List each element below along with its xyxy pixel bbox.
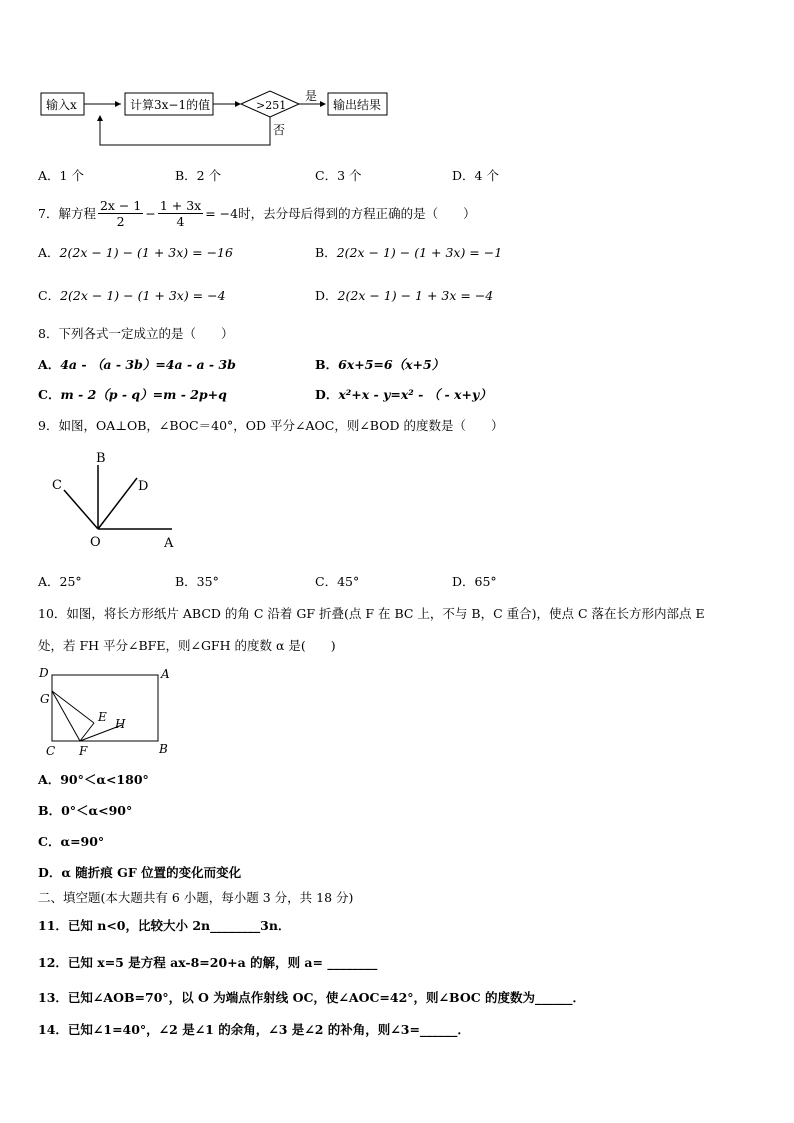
q8-option-d-label: D． <box>315 387 339 402</box>
q9-option-d: D．65° <box>452 574 497 589</box>
q7-frac1-num: 2x − 1 <box>99 197 142 213</box>
flowchart <box>0 80 420 155</box>
q14-text: 14．已知∠1=40°，∠2 是∠1 的余角，∠3 是∠2 的补角，则∠3=______． <box>38 1022 470 1037</box>
q10-label-a: A <box>161 667 170 681</box>
q6-option-a: A．1 个 <box>38 168 84 183</box>
q10-option-b: B．0°＜α<90° <box>38 803 133 818</box>
section-2-heading: 二、填空题(本大题共有 6 小题，每小题 3 分，共 18 分) <box>38 890 354 905</box>
q10-label-d: D <box>39 666 49 680</box>
q7-option-b-label: B． <box>315 245 337 260</box>
q7-option-c <box>38 286 226 304</box>
q9-option-b: B．35° <box>175 574 219 589</box>
q8-option-a-label: A． <box>38 357 61 372</box>
q10-label-b: B <box>159 742 168 756</box>
q7-option-b-expr: 2(2x − 1) − (1 + 3x) = −1 <box>336 245 503 260</box>
q10-option-d: D．α 随折痕 GF 位置的变化而变化 <box>38 865 242 880</box>
q7-fraction-1 <box>98 198 143 229</box>
q7-frac2-num: 1 + 3x <box>159 197 202 213</box>
flow-loop-arrowhead <box>97 115 103 121</box>
q10-label-h: H <box>115 717 126 731</box>
q9-label-b: B <box>96 451 106 466</box>
q10-line-ge <box>52 691 94 723</box>
q10-stem-line1: 10．如图，将长方形纸片 ABCD 的角 C 沿着 GF 折叠(点 F 在 BC 上，不与 B，C 重合)，使点 C 落在长方形内部点 E <box>38 606 705 621</box>
q10-option-c: C．α=90° <box>38 834 105 849</box>
q7-option-a-expr: 2(2x − 1) − (1 + 3x) = −16 <box>59 245 233 260</box>
q7-option-a <box>38 243 233 261</box>
q13-text: 13．已知∠AOB=70°，以 O 为端点作射线 OC，使∠AOC=42°，则∠BOC 的度数为______． <box>38 990 586 1005</box>
q9-angle-figure <box>40 448 200 553</box>
q7-option-d-label: D． <box>315 288 338 303</box>
q8-option-b <box>315 355 444 373</box>
q7-option-d <box>315 286 493 304</box>
flow-arrowhead-1 <box>115 101 121 107</box>
q8-option-a-expr: 4a - （a - 3b）=4a - a - 3b <box>60 357 236 372</box>
flow-no-label: 否 <box>273 123 286 137</box>
q7-option-b <box>315 243 502 261</box>
q7-frac2-den: 4 <box>176 213 185 229</box>
q10-stem-line2: 处，若 FH 平分∠BFE，则∠GFH 的度数 α 是( ) <box>38 638 336 653</box>
q9-ray-oc <box>64 490 98 529</box>
q10-label-g: G <box>40 692 50 706</box>
q6-option-d: D．4 个 <box>452 168 499 183</box>
q9-option-a: A．25° <box>38 574 82 589</box>
q7-option-d-expr: 2(2x − 1) − 1 + 3x = −4 <box>337 288 494 303</box>
q9-label-c: C <box>52 478 62 493</box>
q9-ray-od <box>98 478 137 529</box>
q7-option-c-expr: 2(2x − 1) − (1 + 3x) = −4 <box>60 288 226 303</box>
flow-decision-text: >251 <box>256 99 287 112</box>
q12-text: 12．已知 x=5 是方程 ax-8=20+a 的解，则 a= ________ <box>38 955 378 970</box>
q8-option-b-label: B． <box>315 357 339 372</box>
q7-frac1-den: 2 <box>116 213 125 229</box>
q10-fold-gf <box>52 691 80 741</box>
q8-stem: 8．下列各式一定成立的是（ ） <box>38 326 234 341</box>
flow-arrowhead-3 <box>320 101 326 107</box>
q10-rectangle-figure <box>36 665 186 760</box>
q7-option-c-label: C． <box>38 288 61 303</box>
q9-label-a: A <box>164 536 174 551</box>
q7-suffix: 时，去分母后得到的方程正确的是（ ） <box>238 206 476 221</box>
q8-option-c-expr: m - 2（p - q）=m - 2p+q <box>60 387 227 402</box>
q11-text: 11．已知 n<0，比较大小 2n________3n． <box>38 918 291 933</box>
q10-label-f: F <box>79 744 88 758</box>
q7-minus: − <box>145 205 156 221</box>
q7-rhs: = −4 <box>205 205 239 221</box>
q7-stem <box>38 193 476 233</box>
q8-option-b-expr: 6x+5=6（x+5） <box>338 357 445 372</box>
q9-stem: 9．如图，OA⊥OB，∠BOC＝40°，OD 平分∠AOC，则∠BOD 的度数是（ ） <box>38 418 504 433</box>
flow-yes-label: 是 <box>305 89 318 103</box>
q7-prefix: 7．解方程 <box>38 206 96 221</box>
q7-option-a-label: A． <box>38 245 60 260</box>
q7-fraction-2 <box>158 198 203 229</box>
q9-label-o: O <box>90 535 101 550</box>
q9-option-c: C．45° <box>315 574 360 589</box>
flow-input-text: 输入x <box>46 98 77 112</box>
q6-option-b: B．2 个 <box>175 168 222 183</box>
q8-option-a <box>38 355 236 373</box>
q10-label-e: E <box>98 710 107 724</box>
q9-label-d: D <box>138 479 149 494</box>
q10-label-c: C <box>46 744 56 758</box>
q8-option-d <box>315 385 492 403</box>
q10-option-a: A．90°＜α<180° <box>38 772 149 787</box>
flow-loop-line <box>100 117 270 145</box>
q8-option-c <box>38 385 227 403</box>
flow-compute-text: 计算3x−1的值 <box>130 98 211 112</box>
q8-option-c-label: C． <box>38 387 61 402</box>
flow-output-text: 输出结果 <box>333 98 382 112</box>
q8-option-d-expr: x²+x - y=x² - （ - x+y） <box>338 387 492 402</box>
q6-option-c: C．3 个 <box>315 168 362 183</box>
